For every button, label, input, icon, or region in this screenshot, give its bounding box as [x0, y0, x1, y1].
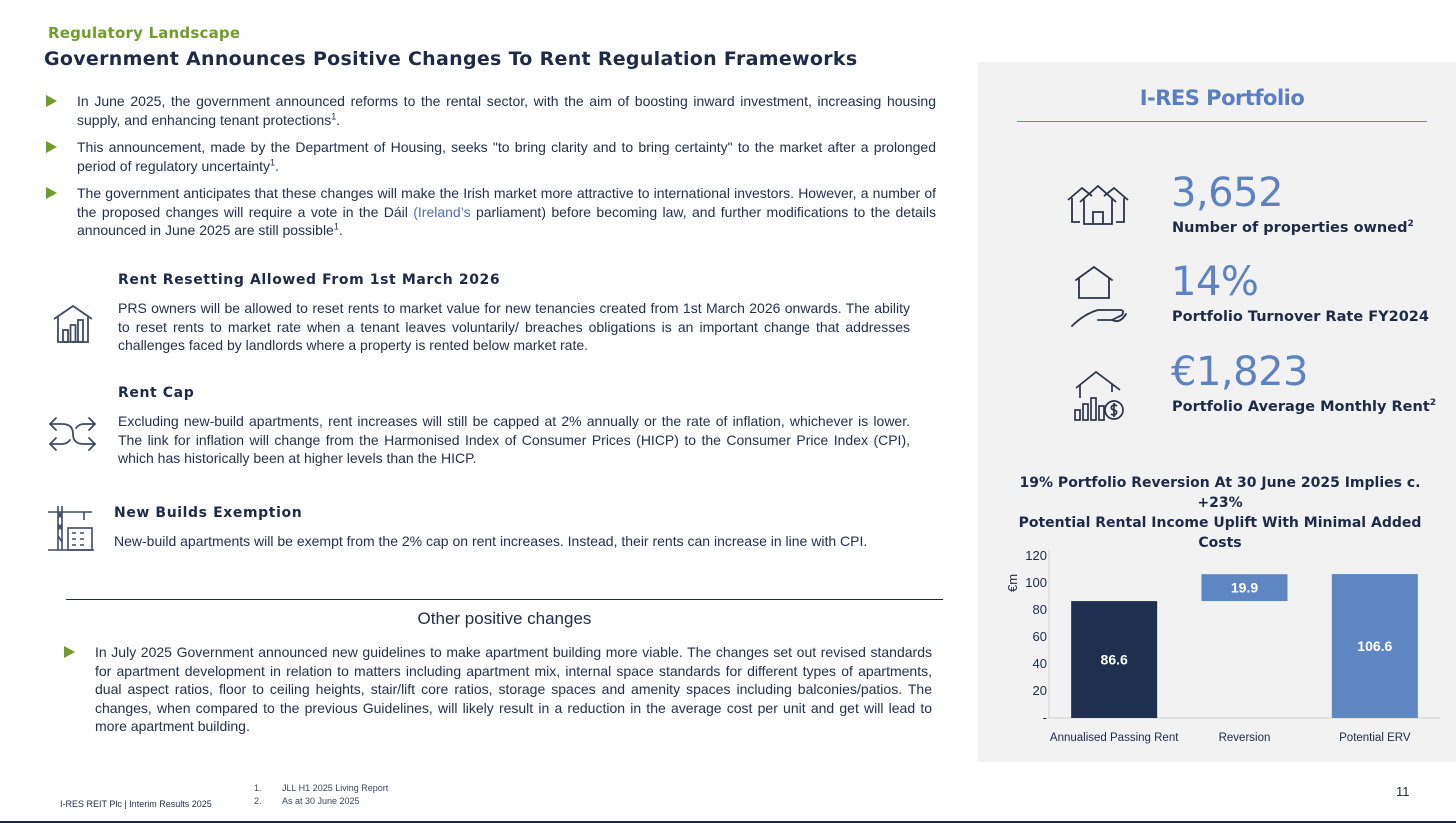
kpi-label: Number of properties owned$^2$: [1172, 219, 1414, 236]
bullet-arrow-icon: [64, 646, 75, 658]
section-heading: Rent Resetting Allowed From 1st March 2026: [118, 272, 501, 288]
divider: [66, 599, 943, 600]
crane-building-icon: [46, 504, 96, 552]
intro-bullet: This announcement, made by the Department of Housing, seeks "to bring clarity and to bring certainty" to the market after a prolonged period of regulatory uncertainty$^1$.: [46, 138, 936, 175]
y-tick-label: 60: [1032, 629, 1047, 644]
kpi-value: 3,652: [1171, 170, 1284, 216]
crossing-arrows-icon: [48, 412, 98, 456]
reversion-waterfall-chart: [990, 540, 1450, 755]
y-tick-label: 120: [1025, 548, 1047, 563]
bar-value-label: 19.9: [1230, 579, 1259, 596]
other-bullet-list: [64, 643, 932, 745]
section-text: PRS owners will be allowed to reset rents to market value for new tenancies created from 1st March 2026 onwards. The ability to reset rents to market rate when a tenant leaves voluntarily/ breaches obligations is an important change that addresses challenges faced by landlords where a property is rented below market rate.: [118, 300, 910, 353]
bar-value-label: 106.6: [1357, 638, 1393, 655]
x-category-label: Reversion: [1218, 732, 1271, 744]
house-money-icon: [1072, 368, 1126, 424]
kpi-label: Portfolio Turnover Rate FY2024: [1172, 309, 1429, 325]
y-tick-label: 100: [1025, 575, 1047, 590]
portfolio-divider: [1017, 121, 1427, 122]
intro-bullet: The government anticipates that these changes will make the Irish market more attractive to international investors. However, a number of the proposed changes will require a vote in the Dáil (Ireland’s parliament) before becoming law, and further modifications to the details announced in June 2025 are still possible$^1$.: [46, 184, 936, 240]
bullet-arrow-icon: [46, 187, 57, 199]
footnotes: [254, 782, 388, 808]
bullet-arrow-icon: [46, 141, 57, 153]
x-category-label: Potential ERV: [1339, 732, 1411, 744]
section-text: New-build apartments will be exempt from the 2% cap on rent increases. Instead, their rents can increase in line with CPI.: [114, 533, 868, 549]
y-tick-label: -: [1042, 710, 1047, 725]
intro-bullet: In June 2025, the government announced reforms to the rental sector, with the aim of boosting inward investment, increasing housing supply, and enhancing tenant protections$^1$.: [46, 92, 936, 129]
footnote: 2. As at 30 June 2025: [254, 796, 360, 806]
intro-bullet-list: [46, 92, 936, 249]
kpi-value: 14%: [1171, 259, 1259, 305]
other-changes-title: Other positive changes: [417, 609, 592, 628]
footer-company: I-RES REIT Plc | Interim Results 2025: [60, 799, 212, 809]
section-heading: New Builds Exemption: [114, 505, 303, 521]
x-category-label: Annualised Passing Rent: [1049, 732, 1179, 744]
bullet-arrow-icon: [46, 95, 57, 107]
portfolio-title: I-RES Portfolio: [1139, 86, 1305, 110]
house-chart-icon: [52, 302, 94, 344]
section-eyebrow: Regulatory Landscape: [48, 24, 241, 42]
kpi-value: €1,823: [1171, 349, 1308, 395]
y-tick-label: 40: [1032, 656, 1047, 671]
kpi-label: Portfolio Average Monthly Rent$^2$: [1172, 398, 1437, 415]
section-text: Excluding new-build apartments, rent increases will still be capped at 2% annually or the rate of inflation, whichever is lower. The link for inflation will change from the Harmonised Index of Consumer Prices (HICP) to the Consumer Price Index (CPI), which has historically been at higher levels than the HICP.: [118, 413, 910, 466]
footnote: 1. JLL H1 2025 Living Report: [254, 783, 389, 793]
y-tick-label: 20: [1032, 683, 1047, 698]
hand-house-icon: [1068, 264, 1128, 330]
section-heading: Rent Cap: [118, 385, 195, 401]
bar-value-label: 86.6: [1100, 651, 1128, 668]
houses-icon: [1066, 180, 1130, 226]
chart-title: 19% Portfolio Reversion At 30 June 2025 Implies c. +23% Potential Rental Income Uplift With Minimal Added Costs: [1018, 475, 1422, 551]
y-axis-label: €m: [1005, 573, 1020, 593]
other-bullet: In July 2025 Government announced new guidelines to make apartment building more viable. The changes set out revised standards for apartment development in relation to matters including apartment mix, internal space standards for different types of apartments, dual aspect ratios, floor to ceiling heights, stair/lift core ratios, storage spaces and amenity spaces including balconies/patios. The changes, when compared to the previous Guidelines, will likely result in a reduction in the average cost per unit and get will lead to more apartment building.: [64, 643, 932, 736]
page-number: 11: [1396, 784, 1410, 799]
page-title: Government Announces Positive Changes To Rent Regulation Frameworks: [44, 48, 858, 70]
y-tick-label: 80: [1032, 602, 1047, 617]
